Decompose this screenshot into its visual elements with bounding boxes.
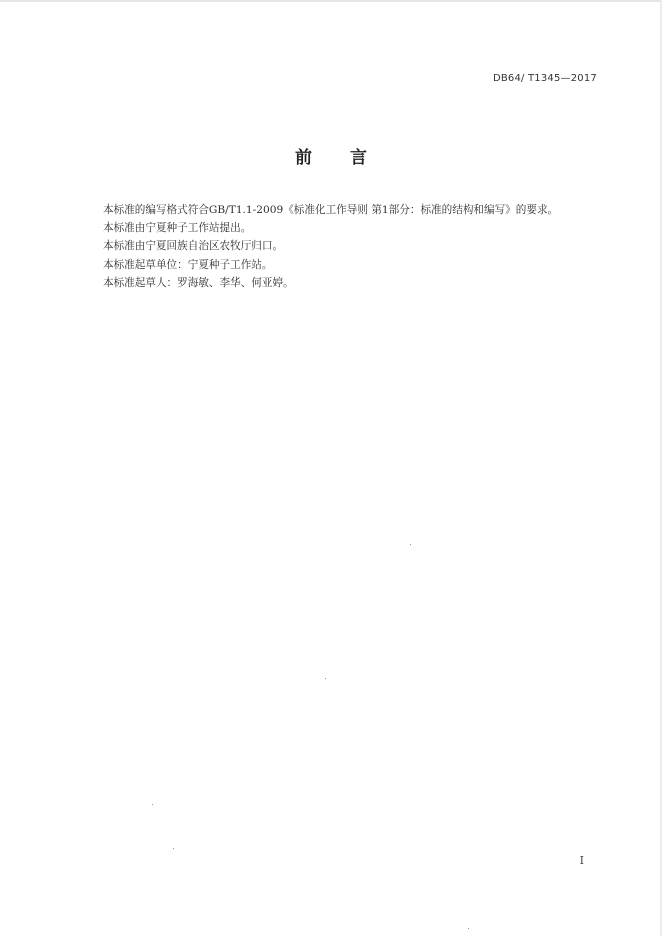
scan-speck: [410, 544, 411, 545]
paragraph: 本标准的编写格式符合GB/T1.1-2009《标准化工作导则 第1部分：标准的结构和编写》的要求。: [103, 204, 559, 216]
paragraph: 本标准起草单位：宁夏种子工作站。: [103, 258, 273, 271]
scan-speck: [152, 804, 153, 805]
page-title: 前言: [295, 148, 405, 168]
scan-speck: [468, 928, 469, 929]
paragraph: 本标准由宁夏回族自治区农牧厅归口。: [103, 240, 284, 253]
page-number: I: [579, 854, 584, 867]
paragraph: 本标准由宁夏种子工作站提出。: [103, 222, 252, 235]
scan-speck: [325, 678, 326, 679]
scan-top-edge: [0, 0, 662, 2]
paragraph: 本标准起草人：罗海敏、李华、何亚婷。: [103, 276, 294, 289]
foreword-body: [103, 201, 623, 292]
scan-speck: [173, 848, 174, 849]
standard-number: DB64/ T1345—2017: [492, 73, 597, 84]
